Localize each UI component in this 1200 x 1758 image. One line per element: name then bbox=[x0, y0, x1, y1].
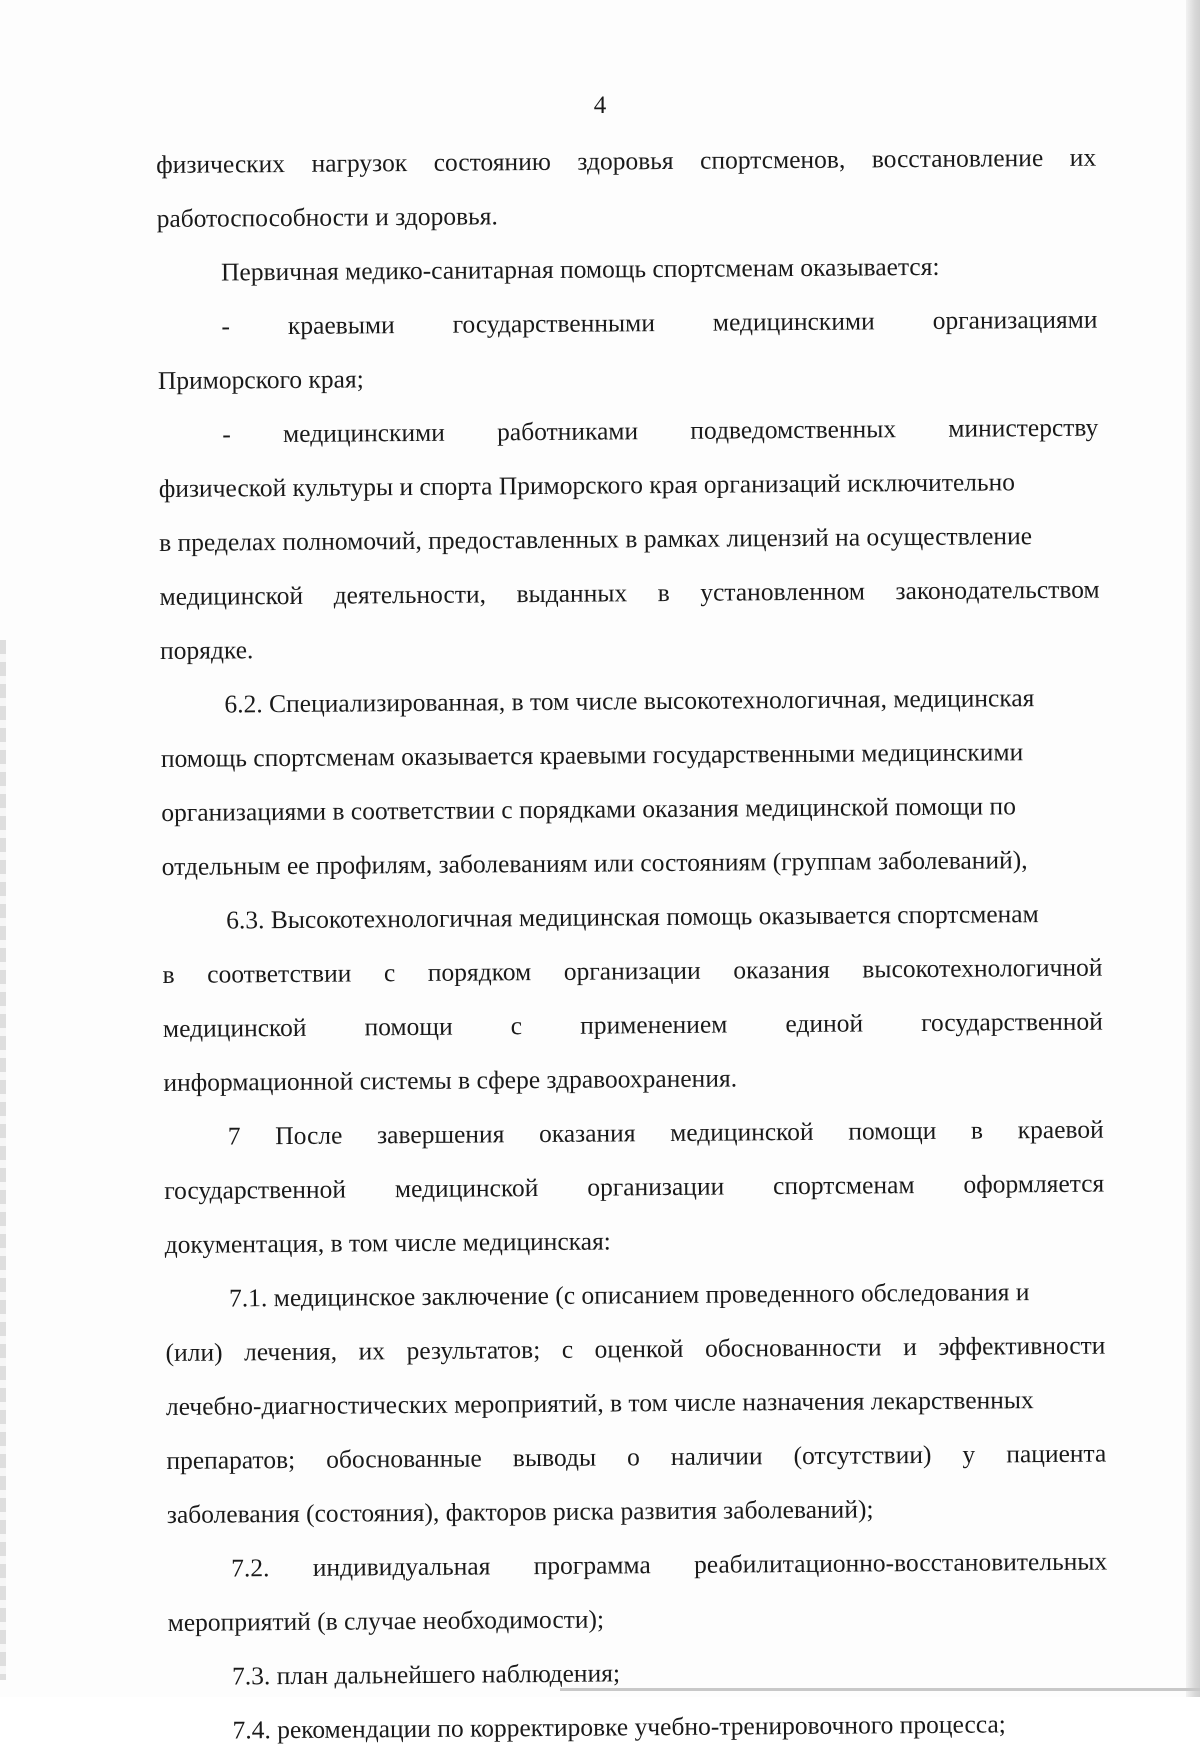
text-word: установленном bbox=[700, 576, 866, 607]
text-line: организациями в соответствии с порядками оказания медицинской помощи по bbox=[161, 791, 1017, 827]
text-line bbox=[158, 401, 1098, 462]
text-word: (или) bbox=[165, 1337, 223, 1367]
text-line: информационной системы в сфере здравоохранения. bbox=[163, 1063, 738, 1097]
text-word: медицинскими bbox=[712, 306, 875, 337]
text-word: медицинскими bbox=[282, 417, 445, 449]
scan-edge-right bbox=[1186, 0, 1200, 1697]
text-word: и bbox=[903, 1332, 917, 1362]
text-line: отдельным ее профилям, заболеваниям или состояниям (группам заболеваний), bbox=[161, 845, 1028, 881]
document-body bbox=[156, 131, 1109, 1758]
text-line: документация, в том числе медицинская: bbox=[164, 1226, 611, 1259]
text-word: оценкой bbox=[594, 1333, 684, 1364]
text-word: государственными bbox=[452, 308, 656, 339]
text-word: работниками bbox=[497, 416, 639, 447]
text-word: единой bbox=[785, 1008, 864, 1039]
text-line: 6.3. Высокотехнологичная медицинская помощь оказывается спортсменам bbox=[226, 899, 1039, 935]
text-word: помощи bbox=[364, 1011, 453, 1042]
text-line: 7.1. медицинское заключение (с описанием проведенного обследования и bbox=[228, 1277, 1030, 1313]
text-word: в bbox=[657, 577, 670, 608]
text-line bbox=[157, 293, 1097, 354]
text-word: государственной bbox=[921, 1006, 1104, 1038]
text-word: пациента bbox=[1006, 1438, 1107, 1469]
text-word: в bbox=[162, 959, 175, 989]
text-word: краевой bbox=[1017, 1114, 1104, 1145]
text-line bbox=[165, 1319, 1105, 1380]
text-word: деятельности, bbox=[333, 579, 487, 610]
text-word: физических bbox=[156, 148, 286, 179]
text-word: препаратов; bbox=[166, 1444, 296, 1475]
text-word: соответствии bbox=[207, 958, 352, 989]
text-word: спортсменам bbox=[772, 1170, 915, 1201]
text-word: обоснованные bbox=[326, 1443, 482, 1474]
text-line: 7.4. рекомендации по корректировке учебно-тренировочного процесса; bbox=[232, 1709, 1006, 1745]
text-word: состоянию bbox=[433, 146, 551, 177]
text-word: с bbox=[383, 958, 396, 988]
text-word: в bbox=[970, 1115, 984, 1145]
text-word: спортсменов, bbox=[699, 144, 846, 175]
text-line bbox=[162, 941, 1102, 1002]
text-word: реабилитационно-восстановительных bbox=[693, 1546, 1108, 1579]
text-word: - bbox=[222, 419, 231, 449]
text-word: оформляется bbox=[963, 1168, 1105, 1199]
page-number: 4 bbox=[593, 92, 607, 119]
text-word: 7 bbox=[227, 1121, 241, 1151]
text-word: После bbox=[275, 1120, 343, 1151]
text-word: 7.2. bbox=[231, 1553, 270, 1583]
text-word: медицинской bbox=[159, 580, 304, 611]
text-word: законодательством bbox=[895, 574, 1100, 606]
text-word: выданных bbox=[516, 578, 628, 609]
text-word: оказания bbox=[733, 954, 830, 985]
text-word: применением bbox=[580, 1009, 728, 1040]
text-word: (отсутствии) bbox=[793, 1439, 932, 1471]
text-word: организации bbox=[563, 955, 701, 986]
text-word: их bbox=[1069, 142, 1097, 172]
text-line: заболевания (состояния), факторов риска развития заболеваний); bbox=[166, 1494, 874, 1529]
text-word: выводы bbox=[512, 1442, 597, 1473]
text-line: помощь спортсменам оказывается краевыми государственными медицинскими bbox=[160, 737, 1024, 773]
text-line: в пределах полномочий, предоставленных в рамках лицензий на осуществление bbox=[159, 521, 1033, 557]
text-line: лечебно-диагностических мероприятий, в том числе назначения лекарственных bbox=[165, 1385, 1034, 1421]
scan-edge-left bbox=[0, 640, 6, 1680]
text-word: наличии bbox=[670, 1441, 763, 1471]
text-word: порядком bbox=[427, 957, 532, 987]
text-word: с bbox=[561, 1334, 574, 1364]
text-line bbox=[159, 563, 1099, 624]
text-word: восстановление bbox=[871, 143, 1044, 174]
text-word: медицинской bbox=[670, 1116, 814, 1147]
text-word: результатов; bbox=[406, 1335, 541, 1366]
text-line: физической культуры и спорта Приморского края организаций исключительно bbox=[158, 467, 1016, 503]
text-word: нагрузок bbox=[311, 148, 408, 178]
text-word: завершения bbox=[376, 1119, 505, 1150]
text-word: с bbox=[510, 1011, 523, 1041]
text-line: 6.2. Специализированная, в том числе высокотехнологичная, медицинская bbox=[224, 683, 1035, 719]
text-word: помощи bbox=[848, 1115, 937, 1146]
text-word: о bbox=[626, 1442, 640, 1472]
text-word: государственной bbox=[164, 1174, 347, 1205]
text-line: мероприятий (в случае необходимости); bbox=[167, 1604, 605, 1637]
text-word: программа bbox=[533, 1550, 651, 1581]
text-word: - bbox=[221, 311, 231, 341]
text-line: 7.3. план дальнейшего наблюдения; bbox=[231, 1658, 621, 1691]
text-line: Первичная медико-санитарная помощь спортсменам оказывается: bbox=[220, 251, 940, 287]
text-line bbox=[163, 995, 1103, 1056]
text-line bbox=[164, 1103, 1104, 1164]
text-line bbox=[166, 1427, 1106, 1488]
text-word: индивидуальная bbox=[312, 1551, 491, 1582]
text-word: лечения, bbox=[243, 1336, 338, 1367]
text-word: у bbox=[962, 1439, 976, 1469]
text-line: Приморского края; bbox=[157, 364, 364, 395]
text-word: медицинской bbox=[162, 1012, 307, 1043]
text-word: организациями bbox=[932, 304, 1098, 335]
text-word: организации bbox=[587, 1171, 725, 1202]
text-word: оказания bbox=[538, 1118, 636, 1149]
text-word: министерству bbox=[948, 412, 1099, 443]
text-word: здоровья bbox=[577, 145, 674, 176]
text-line bbox=[156, 131, 1096, 192]
text-word: их bbox=[358, 1336, 386, 1366]
text-word: краевыми bbox=[287, 310, 395, 340]
text-word: медицинской bbox=[394, 1173, 539, 1204]
text-word: обоснованности bbox=[704, 1332, 882, 1363]
text-word: подведомственных bbox=[690, 414, 897, 445]
text-word: высокотехнологичной bbox=[862, 952, 1103, 984]
text-line: работоспособности и здоровья. bbox=[156, 201, 498, 233]
text-line bbox=[164, 1157, 1104, 1218]
text-word: эффективности bbox=[938, 1330, 1106, 1361]
text-line: порядке. bbox=[159, 635, 254, 665]
text-line bbox=[167, 1535, 1107, 1596]
